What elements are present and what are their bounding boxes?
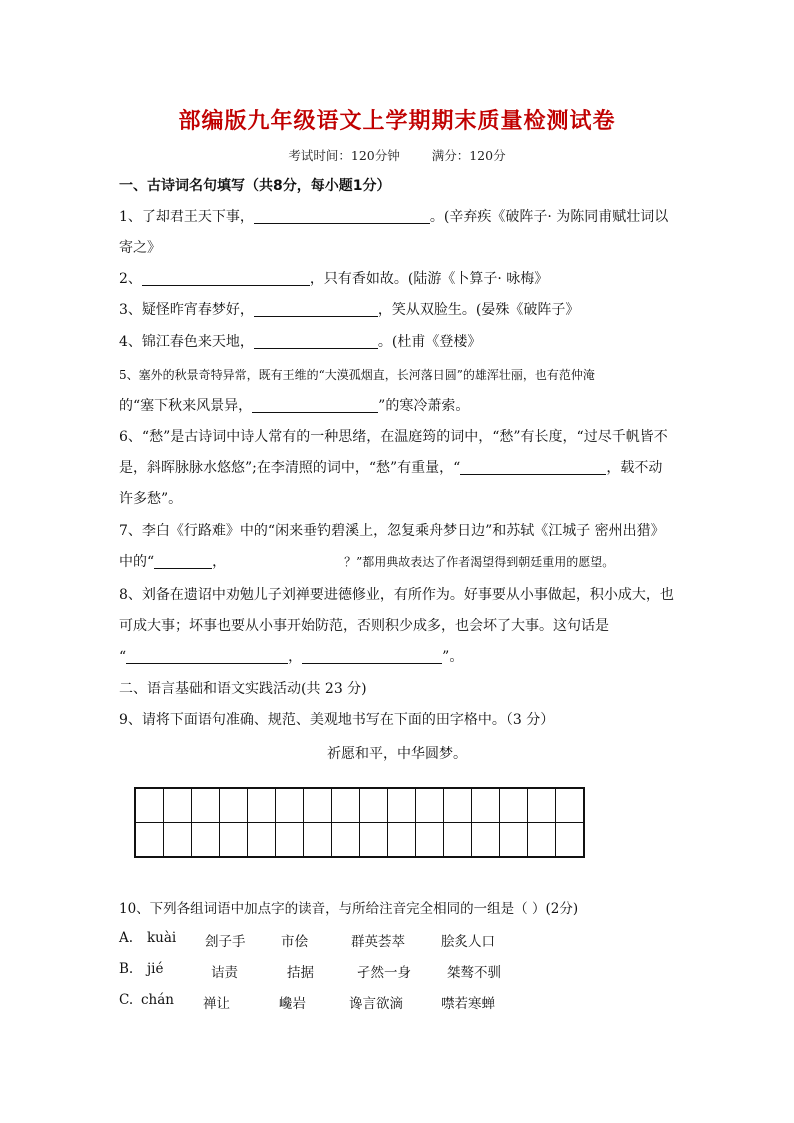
grid-cell[interactable] — [388, 823, 416, 858]
answer-blank[interactable] — [142, 271, 310, 286]
page-title: 部编版九年级语文上学期期末质量检测试卷 — [178, 109, 616, 134]
grid-cell[interactable] — [444, 823, 472, 858]
answer-blank[interactable] — [254, 302, 378, 317]
question-4: 4、锦江春色来天地， 。(杜甫《登楼》 — [119, 334, 482, 350]
grid-cell[interactable] — [304, 823, 332, 858]
grid-cell[interactable] — [528, 823, 556, 858]
grid-cell[interactable] — [416, 823, 444, 858]
grid-cell[interactable] — [276, 788, 304, 823]
grid-cell[interactable] — [360, 823, 388, 858]
question-5-cont: 的“塞下秋来风景异， ”的寒冷萧索。 — [119, 398, 470, 414]
section2-heading: 二、语言基础和语文实践活动(共 23 分) — [119, 681, 367, 697]
question-9-sentence: 祈愿和平，中华圆梦。 — [327, 746, 467, 762]
grid-cell[interactable] — [164, 823, 192, 858]
answer-blank[interactable] — [254, 209, 430, 224]
grid-cell[interactable] — [444, 788, 472, 823]
question-8-end: “ ， ”。 — [119, 649, 464, 665]
answer-blank[interactable] — [154, 554, 212, 569]
grid-cell[interactable] — [556, 823, 585, 858]
grid-cell[interactable] — [220, 788, 248, 823]
grid-cell[interactable] — [220, 823, 248, 858]
grid-cell[interactable] — [192, 823, 220, 858]
grid-cell[interactable] — [528, 788, 556, 823]
grid-cell[interactable] — [360, 788, 388, 823]
grid-cell[interactable] — [248, 823, 276, 858]
grid-cell[interactable] — [500, 823, 528, 858]
answer-blank[interactable] — [126, 649, 288, 664]
grid-cell[interactable] — [276, 823, 304, 858]
grid-cell[interactable] — [164, 788, 192, 823]
exam-info — [0, 146, 794, 164]
grid-cell[interactable] — [304, 788, 332, 823]
grid-cell[interactable] — [332, 823, 360, 858]
grid-cell[interactable] — [416, 788, 444, 823]
question-5: 5、塞外的秋景奇特异常，既有王维的“大漠孤烟直，长河落日圆”的雄浑壮丽，也有范仲淹 — [119, 368, 595, 382]
grid-cell[interactable] — [472, 823, 500, 858]
section1-heading: 一、古诗词名句填写（共8分，每小题1分） — [119, 178, 391, 194]
question-7: 7、李白《行路难》中的“闲来垂钓碧溪上，忽复乘舟梦日边”和苏轼《江城子 密州出猎》 — [119, 523, 665, 539]
grid-cell[interactable] — [192, 788, 220, 823]
question-3: 3、疑怪昨宵春梦好， ，笑从双脸生。(晏殊《破阵子》 — [119, 302, 580, 318]
question-10: 10、下列各组词语中加点字的读音，与所给注音完全相同的一组是（ ）(2分) — [119, 901, 579, 917]
question-8: 8、刘备在遗诏中劝勉儿子刘禅要进德修业，有所作为。好事要从小事做起，积小成大，也 — [119, 587, 674, 603]
grid-cell[interactable] — [332, 788, 360, 823]
question-1-cont: 寄之》 — [119, 240, 161, 256]
answer-blank[interactable] — [302, 649, 442, 664]
exam-time: 考试时间：120分钟 — [288, 148, 400, 163]
grid-cell[interactable] — [388, 788, 416, 823]
grid-row — [135, 788, 584, 823]
grid-row — [135, 823, 584, 858]
question-9: 9、请将下面语句准确、规范、美观地书写在下面的田字格中。（3 分） — [119, 712, 555, 728]
question-8-cont: 可成大事；坏事也要从小事开始防范，否则积少成多，也会坏了大事。这句话是 — [119, 618, 609, 634]
grid-cell[interactable] — [500, 788, 528, 823]
tianzige-grid[interactable] — [134, 787, 585, 858]
exam-score: 满分：120分 — [431, 148, 506, 163]
grid-cell[interactable] — [472, 788, 500, 823]
grid-cell[interactable] — [556, 788, 585, 823]
question-1: 1、了却君王天下事， 。(辛弃疾《破阵子· 为陈同甫赋壮词以 — [119, 209, 669, 225]
question-6-end: 许多愁”。 — [119, 491, 183, 507]
question-6-cont: 是，斜晖脉脉水悠悠”;在李清照的词中，“愁”有重量，“ ，载不动 — [119, 460, 663, 476]
answer-blank[interactable] — [254, 334, 378, 349]
grid-cell[interactable] — [135, 823, 164, 858]
question-7-cont: 中的“ ， ？”都用典故表达了作者渴望得到朝廷重用的愿望。 — [119, 554, 615, 570]
grid-cell[interactable] — [248, 788, 276, 823]
question-6: 6、“愁”是古诗词中诗人常有的一种思绪，在温庭筠的词中，“愁”有长度，“过尽千帆皆不 — [119, 429, 668, 445]
answer-blank[interactable] — [460, 460, 606, 475]
question-2: 2、 ，只有香如故。(陆游《卜算子· 咏梅》 — [119, 271, 549, 287]
grid-cell[interactable] — [135, 788, 164, 823]
answer-blank[interactable] — [252, 398, 378, 413]
